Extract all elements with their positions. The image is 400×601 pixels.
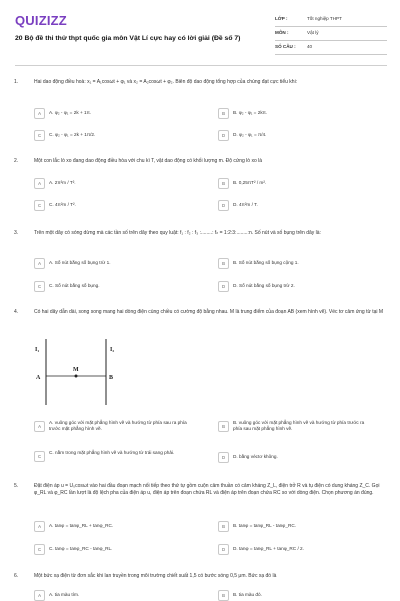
question-number: 2. [14,158,19,164]
meta-key: MÔN : [275,30,289,35]
meta-value: 40 [307,44,313,49]
option-letter: C [34,544,45,555]
question-number: 6. [14,573,19,579]
option-letter: D [218,544,229,555]
header-divider [15,65,387,66]
option-letter: C [34,451,45,462]
question-text: Đặt điện áp u = U₀cosωt vào hai đầu đoạn mạch nối tiếp theo thứ tự gồm cuộn cảm thuần có cảm kháng Z_L, điện trở R và tụ điện có dung kháng Z_C. Gọi φ_RL và φ_RC lần lượt là độ lệch pha của điện áp u, điện áp trên đoạn chứa RL và điện áp trên đoạn chứa RC so với dòng điện. Chọn phương án đúng. [34,483,380,497]
meta-row-subject [275,27,387,41]
option-letter: B [218,108,229,119]
option-letter: C [34,200,45,211]
option-text: D. 4π²m / T. [233,201,258,207]
question-number: 5. [14,483,19,489]
option-text: D. φ₂ - φ₁ = π/4. [233,131,267,137]
option-letter: A [34,108,45,119]
meta-row-class [275,13,387,27]
meta-value: Tốt nghiệp THPT [307,16,342,21]
option-letter: D [218,281,229,292]
option-text: A. φ₂ - φ₁ = 2k + 1π. [49,109,92,115]
option-letter: A [34,258,45,269]
option-text: B. φ₂ - φ₁ = 2kπ. [233,109,268,115]
option-letter: A [34,421,45,432]
option-text: C. Số nút bằng số bụng. [49,282,100,288]
option-text: D. tanφ = tanφ_RL + tanφ_RC / 2. [233,545,304,551]
option-text: C. tanφ = tanφ_RC - tanφ_RL. [49,545,113,551]
option-letter: B [218,590,229,601]
label-i2: I₂ [110,347,115,353]
option-text: B. 0,25πT² / m². [233,179,267,185]
meta-table [275,13,387,55]
option-text: B. Số nút bằng số bụng cộng 1. [233,259,299,265]
question-text: Có hai dây dẫn dài, song song mang hai dòng điện cùng chiều có cường độ bằng nhau. M là trung điểm của đoạn AB (xem hình vẽ). Véc tơ cảm ứng từ tại M [34,309,384,315]
option-text: A. vuông góc với mặt phẳng hình vẽ và hướng từ phía sau ra phía trước mặt phẳng hình vẽ. [49,420,187,431]
option-text: D. Số nút bằng số bụng trừ 2. [233,282,295,288]
option-text: C. 4π²m / T². [49,201,76,207]
meta-row-count [275,41,387,55]
option-text: A. tia màu tím. [49,591,80,597]
option-letter: B [218,258,229,269]
option-letter: D [218,130,229,141]
label-m: M [73,367,79,373]
question-text: Hai dao động điều hoà: x₁ = A₁cosωt + φ₁ và x₂ = A₂cosωt + φ₂. Biên độ dao động tổng hợp của chúng đạt cực tiểu khi: [34,79,298,85]
question-text: Một bức xạ điện từ đơn sắc khi lan truyền trong môi trường chiết suất 1,5 có bước sóng 0,5 μm. Bức xạ đó là [34,573,277,579]
option-text: C. nằm trong mặt phẳng hình vẽ và hướng từ trái sang phải. [49,450,175,455]
option-letter: A [34,521,45,532]
option-letter: D [218,200,229,211]
meta-key: LỚP : [275,16,288,21]
label-a: A [36,375,41,381]
question-text: Một con lắc lò xo đang dao động điều hòa với chu kì T, vật dao động có khối lượng m. Độ cứng lò xo là [34,158,263,164]
quizizz-logo: QUIZIZZ [15,13,67,28]
option-letter: C [34,130,45,141]
label-i1: I₁ [35,347,40,353]
option-letter: C [34,281,45,292]
option-text: A. tanφ = tanφ_RL + tanφ_RC. [49,522,114,528]
option-text: A. Số nút bằng số bụng trừ 1. [49,259,111,265]
option-letter: D [218,452,229,463]
question-number: 4. [14,309,19,315]
option-text: D. bằng véctơ không. [233,453,278,459]
option-text: B. tia màu đỏ. [233,591,262,597]
option-letter: B [218,521,229,532]
midpoint-dot [75,375,78,378]
label-b: B [109,375,114,381]
option-text: C. φ₂ - φ₁ = 2k + 1π/2. [49,131,96,137]
option-letter: B [218,178,229,189]
option-letter: B [218,421,229,432]
option-letter: A [34,590,45,601]
option-text: B. tanφ = tanφ_RL - tanφ_RC. [233,522,297,528]
option-text: B. vuông góc với mặt phẳng hình vẽ và hướng từ phía trước ra phía sau mặt phẳng hình vẽ. [233,420,365,431]
wire-figure [34,335,150,407]
wire-diagram [34,335,150,407]
meta-value: Vật lý [307,30,319,35]
option-text: A. 2π²m / T². [49,179,76,185]
question-number: 1. [14,79,19,85]
page-title: 20 Bộ đề thi thử thpt quốc gia môn Vật Lí cực hay có lời giải (Đề số 7) [15,35,241,42]
question-number: 3. [14,230,19,236]
meta-key: SỐ CÂU : [275,44,296,49]
option-letter: A [34,178,45,189]
question-text: Trên một dây có sóng dừng mà các tần số trên dây theo quy luật: f₁ : f₂ : f₃ :........: fₙ = 1:2:3:........:n. Số nút và số bụng trên dây là: [34,230,321,236]
